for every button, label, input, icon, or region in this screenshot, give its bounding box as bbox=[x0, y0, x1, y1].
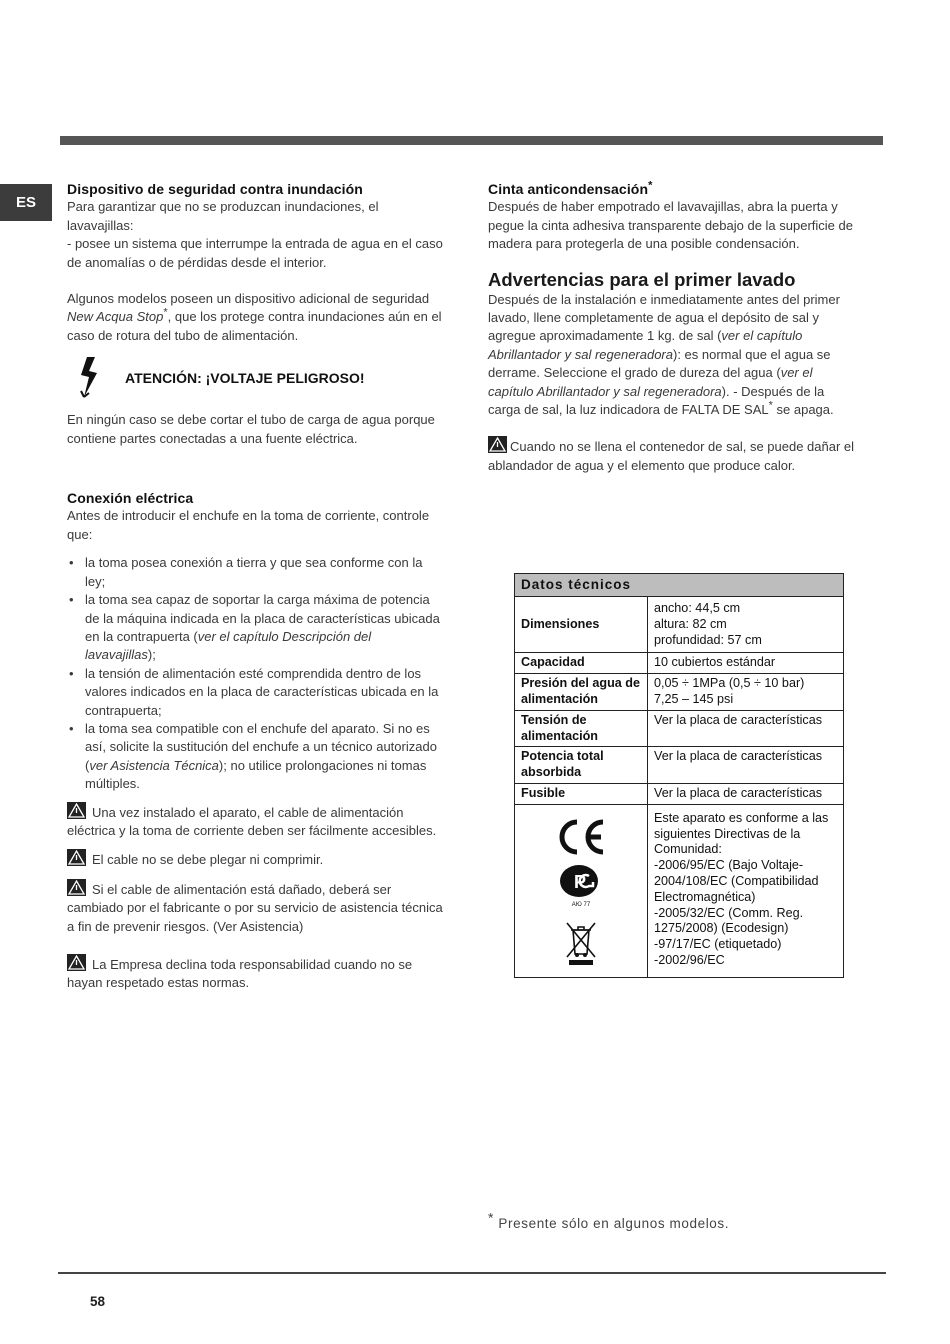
row-value: 10 cubiertos estándar bbox=[647, 653, 843, 673]
table-row bbox=[515, 711, 843, 748]
asterisk-mark: * bbox=[488, 1209, 495, 1226]
warning-accessible: Una vez instalado el aparato, el cable de alimentación eléctrica y la toma de corriente deben ser fácilmente accesibles. bbox=[67, 802, 443, 841]
list-item: • la toma posea conexión a tierra y que sea conforme con la ley; bbox=[67, 554, 443, 591]
electric-section-title: Conexión eléctrica bbox=[67, 490, 194, 507]
svg-text:P: P bbox=[574, 871, 587, 892]
asterisk-mark: * bbox=[648, 179, 653, 192]
warning-triangle-icon bbox=[67, 849, 86, 866]
row-value: Ver la placa de características bbox=[647, 711, 843, 747]
condensation-section-title: Cinta anticondensación* bbox=[488, 179, 653, 197]
flood-paragraph-3: Algunos modelos poseen un dispositivo adicional de seguridad New Acqua Stop*, que los protege contra inundaciones aún en el caso de rotura del tubo de alimentación. bbox=[67, 291, 442, 343]
warning-cable: El cable no se debe plegar ni comprimir. bbox=[67, 849, 443, 869]
header-bar bbox=[60, 136, 883, 145]
weee-bin-icon bbox=[564, 920, 598, 966]
row-label: Dimensiones bbox=[521, 616, 600, 631]
row-label: Fusible bbox=[521, 785, 566, 800]
warning-triangle-icon bbox=[67, 879, 86, 896]
compliance-text: Este aparato es conforme a las siguientes Directivas de la Comunidad: -2006/95/EC (Bajo Voltaje-2004/108/EC (Compatibilidad Electromagnética) -2005/32/EC (Comm. Reg. 1275/2008) (Ecodesign) -97/17/EC (etiquetado) -2002/96/EC bbox=[647, 805, 843, 977]
list-item: • la tensión de alimentación esté comprendida dentro de los valores indicados en la placa de características ubicada en la contrapuerta; bbox=[67, 665, 443, 720]
technical-data-table bbox=[514, 573, 844, 978]
first-wash-title: Advertencias para el primer lavado bbox=[488, 268, 796, 290]
list-item: • la toma sea compatible con el enchufe del aparato. Si no es así, solicite la sustitución del enchufe a un técnico autorizado (ver Asistencia Técnica); no utilice prolongaciones ni tomas múltiples. bbox=[67, 720, 443, 794]
flood-paragraph-1: Para garantizar que no se produzcan inundaciones, el lavavajillas: bbox=[67, 199, 379, 233]
electric-checklist bbox=[67, 554, 443, 793]
footer-rule bbox=[58, 1272, 886, 1274]
warning-triangle-icon bbox=[488, 436, 507, 453]
footnote: * Presente sólo en algunos modelos. bbox=[488, 1209, 730, 1231]
row-label: Potencia total absorbida bbox=[521, 749, 604, 780]
flood-paragraph-2: - posee un sistema que interrumpe la entrada de agua en el caso de anomalías o de pérdidas desde el interior. bbox=[67, 236, 443, 270]
row-label: Presión del agua de alimentación bbox=[521, 676, 640, 706]
table-row bbox=[515, 653, 843, 674]
row-value: 0,05 ÷ 1MPa (0,5 ÷ 10 bar) 7,25 – 145 psi bbox=[647, 674, 843, 710]
asterisk-mark: * bbox=[768, 399, 773, 412]
row-value: Ver la placa de características bbox=[647, 784, 843, 804]
row-value: ancho: 44,5 cm altura: 82 cm profundidad: 57 cm bbox=[647, 597, 843, 652]
row-label: Capacidad bbox=[521, 655, 585, 670]
left-column bbox=[67, 180, 443, 993]
condensation-text: Después de haber empotrado el lavavajillas, abra la puerta y pegue la cinta adhesiva transparente debajo de la superficie de madera para protegerla de una posible condensación. bbox=[488, 199, 853, 252]
voltage-warning-text: En ningún caso se debe cortar el tubo de carga de agua porque contiene partes conectadas a una fuente eléctrica. bbox=[67, 412, 435, 446]
table-row bbox=[515, 597, 843, 653]
compliance-row bbox=[515, 805, 843, 977]
ce-mark-icon bbox=[553, 816, 609, 858]
list-item: • la toma sea capaz de soportar la carga máxima de potencia de la máquina indicada en la placa de características ubicada en la contrapuerta (ver el capítulo Descripción del lavavajillas); bbox=[67, 591, 443, 665]
warning-responsibility: La Empresa declina toda responsabilidad cuando no se hayan respetado estas normas. bbox=[67, 954, 443, 993]
warning-damaged-cable: Si el cable de alimentación está dañado, deberá ser cambiado por el fabricante o por su servicio de asistencia técnica a fin de prevenir riesgos. (Ver Asistencia) bbox=[67, 879, 443, 936]
first-wash-text: Después de la instalación e inmediatamente antes del primer lavado, llene completamente de agua el depósito de sal y agregue aproximadamente 1 kg. de sal (ver el capítulo Abrillantador y sal regeneradora): es normal que el agua se derrame. Seleccione el grado de dureza del agua (ver el capítulo Abrillantador y sal regeneradora). - Después de la carga de sal, la luz indicadora de FALTA DE SAL* se apaga. bbox=[488, 291, 840, 418]
table-row bbox=[515, 747, 843, 784]
warning-triangle-icon bbox=[67, 954, 86, 971]
right-column bbox=[488, 180, 860, 475]
voltage-warning-title: ATENCIÓN: ¡VOLTAJE PELIGROSO! bbox=[125, 370, 365, 387]
table-row bbox=[515, 784, 843, 805]
gost-code: АЮ 77 bbox=[571, 901, 591, 908]
salt-warning: Cuando no se llena el contenedor de sal, se puede dañar el ablandador de agua y el elemento que produce calor. bbox=[488, 436, 860, 475]
gost-r-mark-icon bbox=[559, 864, 603, 898]
table-title: Datos técnicos bbox=[515, 574, 843, 597]
language-tab: ES bbox=[0, 184, 52, 221]
page-number: 58 bbox=[90, 1294, 106, 1309]
row-value: Ver la placa de características bbox=[647, 747, 843, 783]
lightning-bolt-icon bbox=[67, 353, 117, 403]
warning-triangle-icon bbox=[67, 802, 86, 819]
electric-intro: Antes de introducir el enchufe en la toma de corriente, controle que: bbox=[67, 508, 430, 542]
row-label: Tensión de alimentación bbox=[521, 712, 598, 743]
voltage-warning bbox=[67, 353, 443, 403]
table-row bbox=[515, 674, 843, 711]
flood-section-title: Dispositivo de seguridad contra inundación bbox=[67, 181, 363, 197]
asterisk-mark: * bbox=[163, 307, 168, 320]
certification-logos bbox=[515, 805, 647, 977]
